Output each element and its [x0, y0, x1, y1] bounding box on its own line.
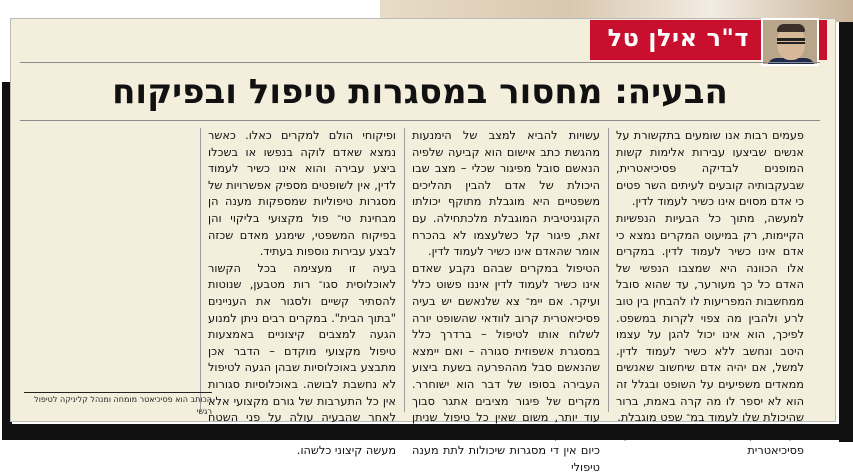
paragraph: פעמים רבות אנו שומעים בתקשורת על אנשים שביצעו עבירות אלימות קשות המופנים לבדיקה פסיכיאטרית, שבעקבותיה קובעים לעיתים השר פטים כי אדם מסוים אינו כשיר לעמוד לדין.	[616, 129, 804, 209]
article-column-1	[616, 128, 804, 460]
article-column-2	[412, 128, 600, 476]
headline-rule-top	[20, 62, 820, 63]
column-divider	[200, 128, 201, 412]
page-margin	[0, 0, 380, 20]
paragraph: בעיה זו מעצימה בכל הקשור לאוכלוסית סגו־ רות מטבען, שנוטות להסתיר קשיים ולסגור את העניינים "בתוך הבית". במקרים רבים ניתן למנוע הגעה למצבים קיצוניים באמצעות טיפול מקצועי מוקדם – הדבר אכן מתבצע באוכלוסיות שבהן הגעה לטיפול לא נחשבת לבושה. באוכלוסיות סגורות אין כל התערבות של גורם מקצועי אלא לאחר שהבעיה עולה על פני השטח בפעם הראשונה – לאחר שבוצע כבר מעשה קיצוני כלשהו.	[208, 261, 396, 458]
paragraph: מקרה נוסף שבו תוצאות של בדיקה פסיכיאטרית	[616, 427, 804, 458]
article-column-3	[208, 128, 396, 460]
author-banner	[590, 20, 827, 60]
avatar-glasses	[777, 38, 805, 44]
author-name: ד"ר אילן טל	[607, 24, 749, 52]
avatar-hair	[777, 24, 805, 32]
paragraph: ופיקוחי הולם למקרים כאלו. כאשר נמצא שאדם לוקה בנפשו או בשכלו ביצע עבירה והוא אינו כשיר לעמוד לדין, אין לשופטים מספיק אפשרויות של מסגרות טיפוליות שמספקות מענה הן מבחינת טי־ פול מקצועי בליקוי והן בפיקוח המשפטי, שימנע מאדם שכזה לבצע עבירות נוספות בעתיד.	[208, 129, 396, 259]
credit-rule	[24, 392, 212, 393]
paragraph: עשויות להביא למצב של הימנעות מהגשת כתב אישום הוא קביעה שלפיה הנאשם סובל מפיגור שכלי – מצב שבו היכולת של אדם להבין תהליכים משפטיים היא מוגבלת מתוקף יכולתו הקוגניטיבית המוגבלת מלכתחילה. עם זאת, פיגור קל כשלעצמו לא בהכרח אומר שהאדם אינו כשיר לעמוד לדין.	[412, 129, 600, 259]
paragraph: כיום אין די מסגרות שיכולות לתת מענה טיפולי	[412, 444, 600, 474]
column-divider	[608, 128, 609, 412]
author-avatar	[761, 18, 819, 66]
column-divider	[404, 128, 405, 412]
paragraph: הטיפול במקרים שבהם נקבע שאדם אינו כשיר לעמוד לדין איננו פשוט כלל ועיקר. אם יימ־ צא שלנאשם יש בעיה פסיכיאטרית קרוב לוודאי שהשופט יורה לשלוח אותו לטיפול – ברדרך כלל במסגרת אשפוזית סגורה – ואם יימצא שהנאשם סבל מההפרעה בשעת ביצוע העבירה בסופו של דבר הוא ישוחרר. מקרים של פיגור מציבים אתגר סבוך עוד יותר, משום שאין כל טיפול שניתן להי־ עניק לנאשם.	[412, 261, 600, 441]
headline-rule-bottom	[20, 120, 820, 121]
headline: הבעיה: מחסור במסגרות טיפול ובפיקוח	[112, 72, 728, 112]
clipping-shadow-right	[839, 22, 853, 442]
author-credit: הכותב הוא פסיכיאטר מומחה ומנהל קליניקה לטיפול רגשי	[34, 395, 212, 416]
paragraph: למעשה, מתוך כל הבעיות הנפשיות הקיימות, רק במיעוט המקרים נמצא כי אדם אינו כשיר לעמוד לדין. במקרים אלו הכוונה היא שמצבו הנפשי של האדם כל כך מעורער, עד שהוא סובל ממחשבות המפריעות לו להבחין בין טוב לרע ולהבין מה צפוי לקרות במשפט. לפיכך, הוא אינו יכול להגן על עצמו היטב ונחשב ללא כשיר לעמוד לדין. למשל, אם יהיה אדם שיחשוב שאנשים ממאדים משפיעים על השופט ובגלל זה הוא לא יספר לו מה קרה באמת, ברור שהיכולת שלו לעמוד במ־ שפט מוגבלת.	[616, 211, 804, 425]
